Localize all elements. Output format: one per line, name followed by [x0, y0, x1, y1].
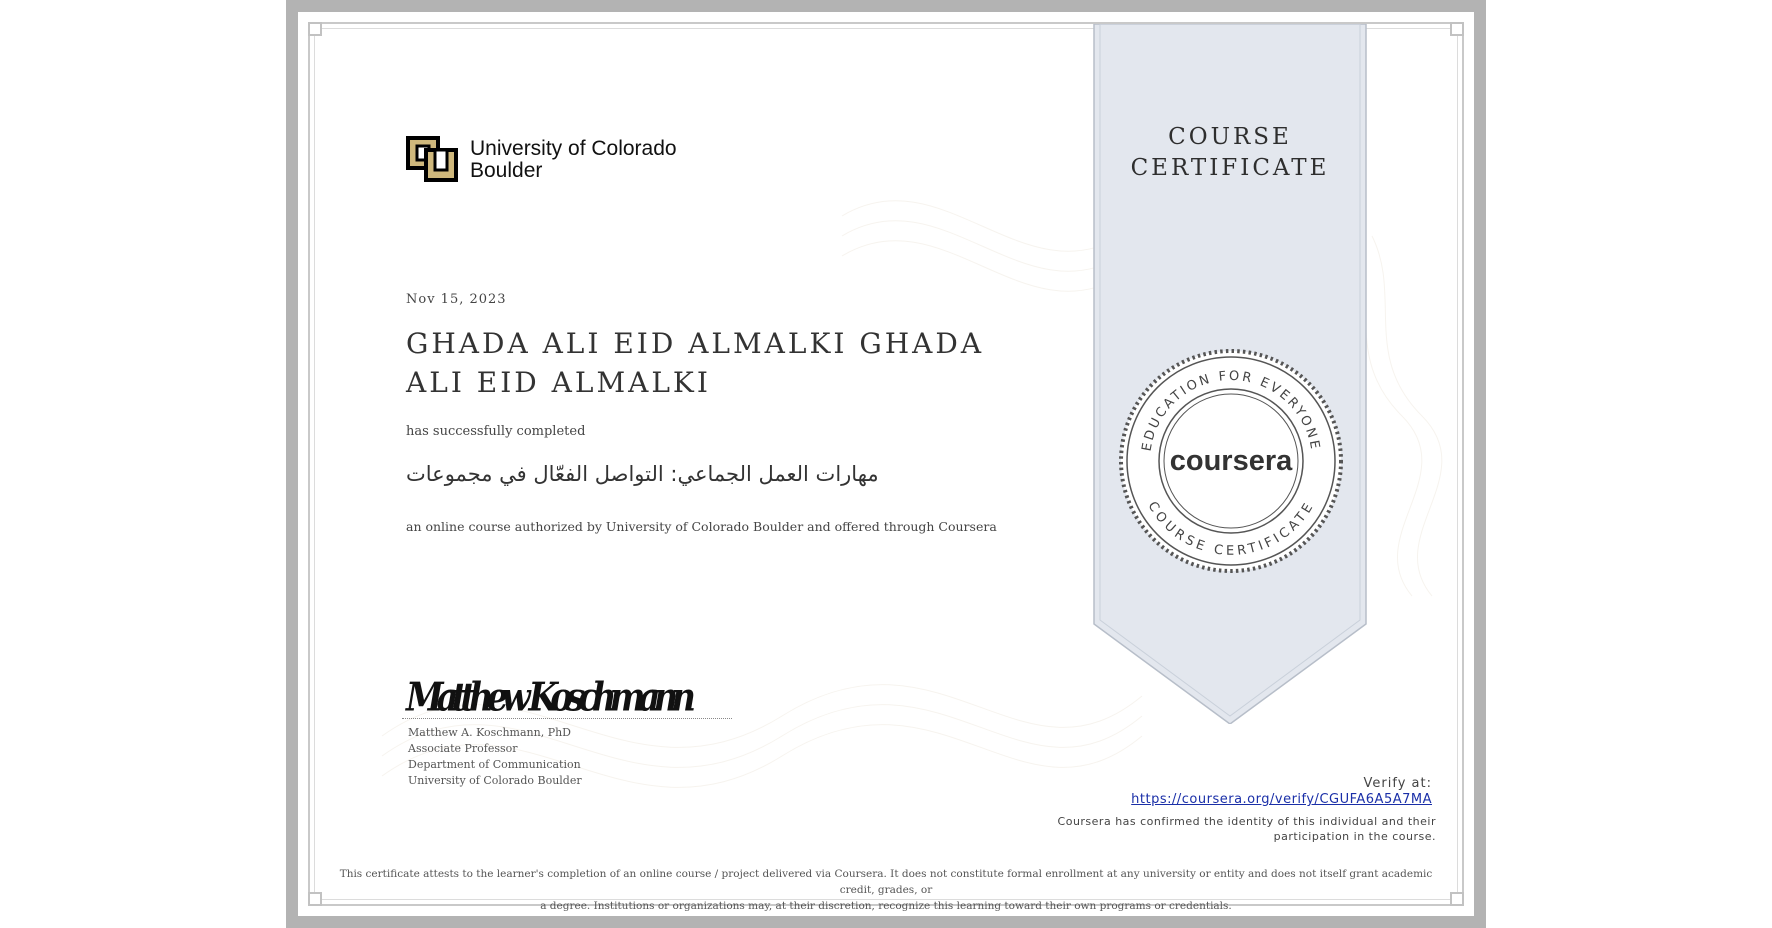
certificate-page [298, 12, 1474, 916]
logo-line1: University of Colorado [470, 137, 677, 160]
corner-ornament [1450, 22, 1464, 36]
corner-ornament [308, 22, 322, 36]
completed-text: has successfully completed [406, 424, 586, 439]
logo-line2: Boulder [470, 159, 543, 182]
learner-name: GHADA ALI EID ALMALKI GHADA ALI EID ALMALKI [406, 327, 985, 399]
corner-ornament [308, 892, 322, 906]
confirmed-line2: participation in the course. [1273, 830, 1436, 843]
certificate-outer-border [286, 0, 1486, 928]
signer-title: Associate Professor [408, 742, 518, 755]
seal-bottom-text: COURSE CERTIFICATE [1144, 499, 1318, 559]
signer-university: University of Colorado Boulder [408, 774, 582, 787]
seal-top-text: EDUCATION FOR EVERYONE [1139, 368, 1323, 453]
confirmed-line1: Coursera has confirmed the identity of this individual and their [1057, 815, 1436, 828]
seal-brand: coursera [1169, 445, 1293, 477]
corner-ornament [1450, 892, 1464, 906]
signer-department: Department of Communication [408, 758, 581, 771]
ribbon-title-line2: CERTIFICATE [1130, 155, 1330, 181]
course-name: مهارات العمل الجماعي: التواصل الفعّال في مجموعات [406, 462, 879, 486]
coursera-seal [1116, 346, 1346, 576]
signature-image [402, 660, 702, 720]
disclaimer-line2: a degree. Institutions or organizations may, at their discretion, recognize this learning toward their own programs or credentials. [540, 900, 1232, 912]
signer-name: Matthew A. Koschmann, PhD [408, 726, 571, 739]
verify-link[interactable]: https://coursera.org/verify/CGUFA6A5A7MA [1131, 792, 1432, 807]
university-logo-text [470, 138, 677, 182]
identity-confirmed-text [938, 814, 1436, 844]
authorized-text: an online course authorized by University of Colorado Boulder and offered through Coursera [406, 519, 997, 534]
issue-date: Nov 15, 2023 [406, 292, 507, 307]
university-logo [406, 132, 696, 198]
ribbon-title [1092, 122, 1368, 184]
ribbon-title-line1: COURSE [1168, 124, 1292, 150]
disclaimer [322, 866, 1450, 914]
verify-label: Verify at: [1363, 776, 1432, 791]
signature-script: Matthew Koschmann [406, 674, 696, 720]
signature-line [402, 718, 732, 719]
cu-logo-icon [406, 132, 462, 188]
disclaimer-line1: This certificate attests to the learner's completion of an online course / project delivered via Coursera. It does not constitute formal enrollment at any university or entity and does not itself grant academic credit, grades, or [339, 868, 1433, 896]
signer-details [408, 725, 582, 789]
